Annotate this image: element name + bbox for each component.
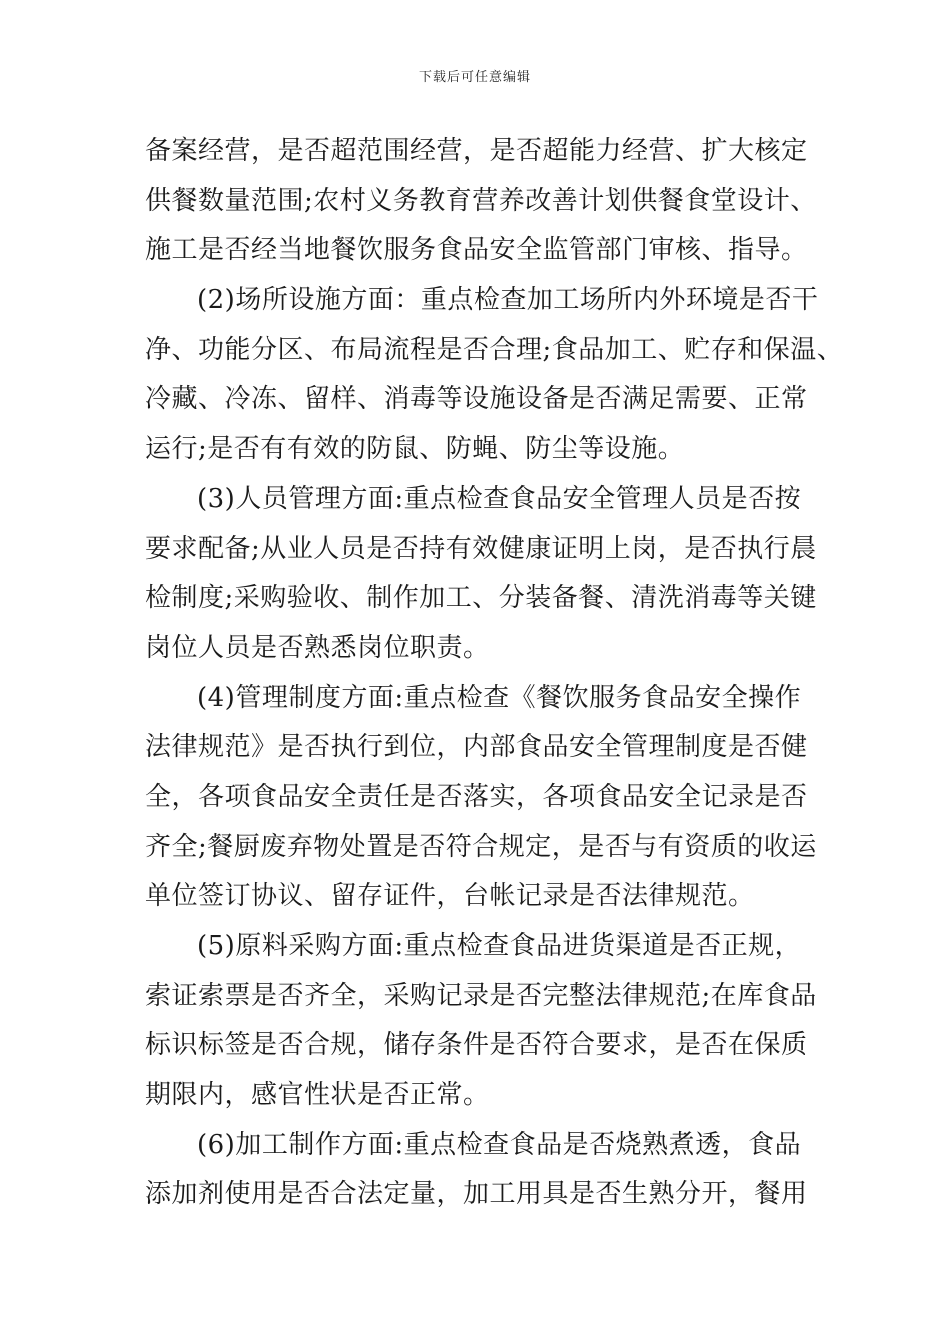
paragraph-first-line: (5)原料采购方面:重点检查食品进货渠道是否正规， bbox=[197, 931, 802, 961]
document-body bbox=[145, 127, 844, 1220]
paragraph-first-line: (6)加工制作方面:重点检查食品是否烧熟煮透，食品 bbox=[197, 1129, 802, 1160]
text-line: 期限内，感官性状是否正常。 bbox=[145, 1080, 490, 1111]
text-line: 检制度;采购验收、制作加工、分装备餐、清洗消毒等关键 bbox=[145, 583, 817, 614]
paragraph-first-line: (4)管理制度方面:重点检查《餐饮服务食品安全操作 bbox=[197, 682, 802, 713]
text-line: 岗位人员是否熟悉岗位职责。 bbox=[145, 632, 490, 663]
text-line: 施工是否经当地餐饮服务食品安全监管部门审核、指导。 bbox=[145, 235, 808, 266]
text-line: 齐全;餐厨废弃物处置是否符合规定，是否与有资质的收运 bbox=[145, 831, 817, 862]
text-line: 索证索票是否齐全，采购记录是否完整法律规范;在库食品 bbox=[145, 980, 817, 1011]
text-line: 添加剂使用是否合法定量，加工用具是否生熟分开，餐用 bbox=[145, 1179, 808, 1210]
text-line: 法律规范》是否执行到位，内部食品安全管理制度是否健 bbox=[145, 732, 808, 763]
text-line: 要求配备;从业人员是否持有效健康证明上岗，是否执行晨 bbox=[145, 533, 817, 564]
text-line: 供餐数量范围;农村义务教育营养改善计划供餐食堂设计、 bbox=[145, 185, 817, 216]
paragraph-first-line: (3)人员管理方面:重点检查食品安全管理人员是否按 bbox=[197, 483, 802, 514]
text-line: 冷藏、冷冻、留样、消毒等设施设备是否满足需要、正常 bbox=[145, 384, 808, 415]
paragraph-first-line: (2)场所设施方面：重点检查加工场所内外环境是否干 bbox=[197, 285, 819, 316]
text-line: 单位签订协议、留存证件，台帐记录是否法律规范。 bbox=[145, 881, 755, 912]
text-line: 备案经营，是否超范围经营，是否超能力经营、扩大核定 bbox=[145, 136, 808, 166]
text-line: 净、功能分区、布局流程是否合理;食品加工、贮存和保温、 bbox=[145, 334, 844, 365]
header-note: 下载后可任意编辑 bbox=[418, 70, 531, 85]
text-line: 标识标签是否合规，储存条件是否符合要求，是否在保质 bbox=[145, 1030, 808, 1061]
text-line: 运行;是否有有效的防鼠、防蝇、防尘等设施。 bbox=[145, 434, 685, 465]
text-line: 全，各项食品安全责任是否落实，各项食品安全记录是否 bbox=[145, 781, 808, 812]
